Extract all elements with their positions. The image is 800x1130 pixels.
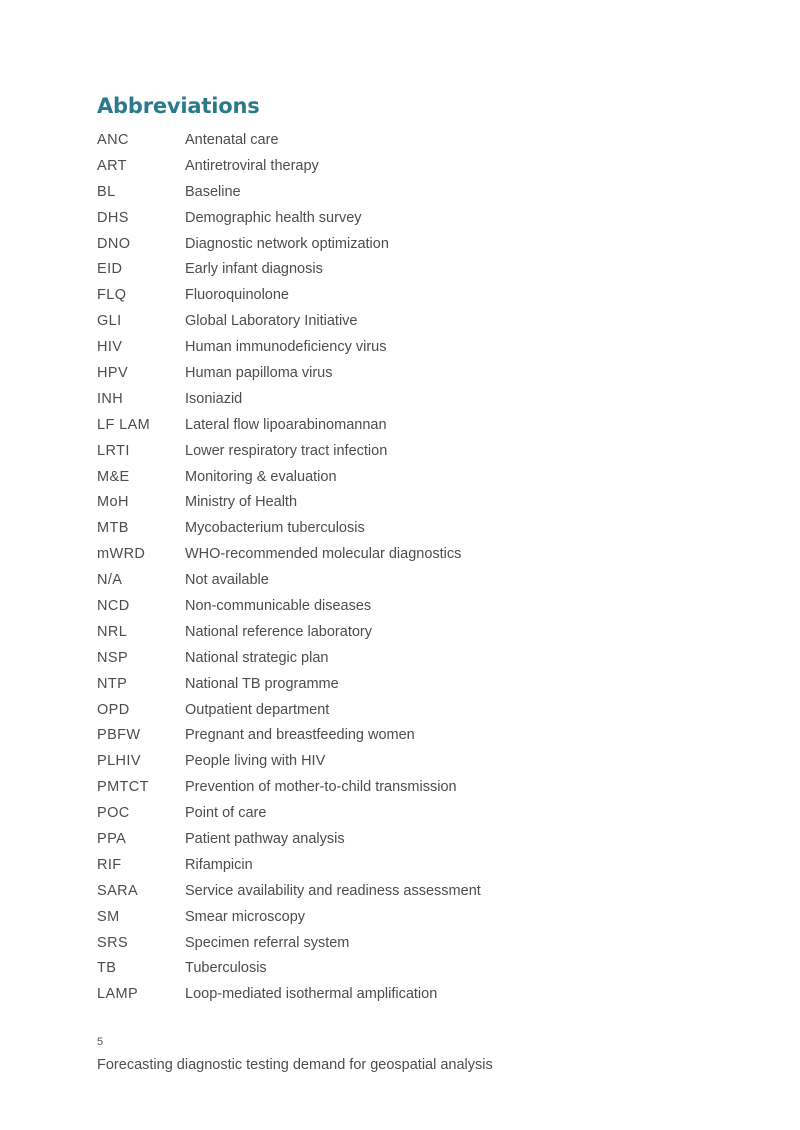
abbreviation-definition: Service availability and readiness assessment [185, 882, 481, 899]
abbreviation-definition: Prevention of mother-to-child transmission [185, 779, 457, 796]
abbreviation-definition: Not available [185, 572, 269, 589]
abbreviation-row [97, 567, 697, 593]
abbreviation-row [97, 308, 697, 334]
abbreviation-code: PLHIV [97, 753, 141, 770]
abbreviation-code: OPD [97, 701, 130, 718]
abbreviation-code: HPV [97, 364, 129, 381]
abbreviation-code: LRTI [97, 442, 130, 459]
abbreviation-row [97, 360, 697, 386]
abbreviation-code: NTP [97, 675, 128, 692]
footer-document-title: Forecasting diagnostic testing demand for geospatial analysis [97, 1057, 493, 1073]
abbreviation-code: M&E [97, 468, 130, 485]
abbreviation-row [97, 981, 697, 1007]
abbreviation-row [97, 697, 697, 723]
abbreviation-code: TB [97, 960, 117, 977]
abbreviation-row [97, 386, 697, 412]
abbreviation-code: DNO [97, 235, 131, 252]
abbreviation-code: NRL [97, 623, 128, 640]
abbreviation-code: N/A [97, 572, 123, 589]
abbreviation-row [97, 619, 697, 645]
abbreviation-definition: Demographic health survey [185, 209, 362, 226]
abbreviation-code: SRS [97, 934, 129, 951]
abbreviation-code: GLI [97, 313, 122, 330]
abbreviations-list [97, 127, 697, 1007]
abbreviation-code: FLQ [97, 287, 127, 304]
abbreviation-row [97, 153, 697, 179]
abbreviation-definition: Loop-mediated isothermal amplification [185, 986, 438, 1003]
abbreviation-code: EID [97, 261, 123, 278]
abbreviation-code: PMTCT [97, 779, 149, 796]
abbreviation-definition: Tuberculosis [185, 960, 267, 977]
abbreviation-definition: Pregnant and breastfeeding women [185, 727, 415, 744]
abbreviation-definition: WHO-recommended molecular diagnostics [185, 546, 462, 563]
abbreviation-definition: Global Laboratory Initiative [185, 313, 358, 330]
abbreviation-row [97, 826, 697, 852]
abbreviation-row [97, 282, 697, 308]
abbreviation-definition: Non-communicable diseases [185, 597, 372, 614]
abbreviation-row [97, 904, 697, 930]
abbreviation-definition: Smear microscopy [185, 908, 306, 925]
abbreviation-row [97, 852, 697, 878]
abbreviation-code: ANC [97, 131, 129, 148]
page-number: 5 [97, 1036, 104, 1048]
abbreviation-code: PPA [97, 830, 127, 847]
abbreviation-row [97, 256, 697, 282]
abbreviation-code: SARA [97, 882, 139, 899]
abbreviation-code: DHS [97, 209, 129, 226]
abbreviation-row [97, 774, 697, 800]
abbreviation-definition: National TB programme [185, 675, 339, 692]
abbreviation-code: NSP [97, 649, 129, 666]
page-title: Abbreviations [97, 94, 260, 118]
abbreviation-definition: Isoniazid [185, 390, 243, 407]
abbreviation-definition: Specimen referral system [185, 934, 350, 951]
abbreviation-row [97, 645, 697, 671]
abbreviation-definition: Rifampicin [185, 856, 253, 873]
abbreviation-code: MoH [97, 494, 129, 511]
abbreviation-row [97, 593, 697, 619]
abbreviation-definition: Patient pathway analysis [185, 830, 345, 847]
abbreviation-code: LAMP [97, 986, 139, 1003]
abbreviation-definition: Fluoroquinolone [185, 287, 289, 304]
abbreviation-definition: Antiretroviral therapy [185, 157, 319, 174]
abbreviation-code: INH [97, 390, 124, 407]
abbreviation-definition: Mycobacterium tuberculosis [185, 520, 365, 537]
abbreviation-definition: National strategic plan [185, 649, 329, 666]
abbreviation-code: SM [97, 908, 120, 925]
abbreviation-code: ART [97, 157, 127, 174]
abbreviation-row [97, 334, 697, 360]
abbreviation-row [97, 956, 697, 982]
abbreviation-definition: Point of care [185, 805, 267, 822]
abbreviation-definition: Early infant diagnosis [185, 261, 323, 278]
abbreviation-row [97, 438, 697, 464]
abbreviation-definition: Human immunodeficiency virus [185, 339, 387, 356]
abbreviation-code: RIF [97, 856, 122, 873]
abbreviation-code: BL [97, 183, 116, 200]
abbreviation-definition: Diagnostic network optimization [185, 235, 389, 252]
abbreviation-code: PBFW [97, 727, 141, 744]
abbreviation-row [97, 748, 697, 774]
abbreviation-row [97, 179, 697, 205]
abbreviation-definition: National reference laboratory [185, 623, 372, 640]
abbreviation-definition: Lower respiratory tract infection [185, 442, 388, 459]
abbreviation-row [97, 541, 697, 567]
abbreviation-row [97, 722, 697, 748]
abbreviation-row [97, 127, 697, 153]
abbreviation-code: HIV [97, 339, 123, 356]
abbreviation-code: POC [97, 805, 130, 822]
abbreviation-row [97, 464, 697, 490]
abbreviation-row [97, 205, 697, 231]
abbreviation-definition: Monitoring & evaluation [185, 468, 337, 485]
abbreviation-code: LF LAM [97, 416, 151, 433]
abbreviation-row [97, 671, 697, 697]
abbreviation-code: mWRD [97, 546, 146, 563]
abbreviation-row [97, 878, 697, 904]
abbreviation-definition: Outpatient department [185, 701, 330, 718]
abbreviation-row [97, 489, 697, 515]
abbreviation-definition: Baseline [185, 183, 241, 200]
abbreviation-definition: Lateral flow lipoarabinomannan [185, 416, 387, 433]
abbreviation-row [97, 800, 697, 826]
abbreviation-definition: Human papilloma virus [185, 364, 333, 381]
abbreviation-code: MTB [97, 520, 129, 537]
abbreviation-definition: Ministry of Health [185, 494, 298, 511]
abbreviation-row [97, 412, 697, 438]
abbreviation-definition: People living with HIV [185, 753, 326, 770]
abbreviation-row [97, 515, 697, 541]
abbreviation-row [97, 930, 697, 956]
abbreviation-definition: Antenatal care [185, 131, 279, 148]
abbreviation-code: NCD [97, 597, 130, 614]
abbreviation-row [97, 231, 697, 257]
